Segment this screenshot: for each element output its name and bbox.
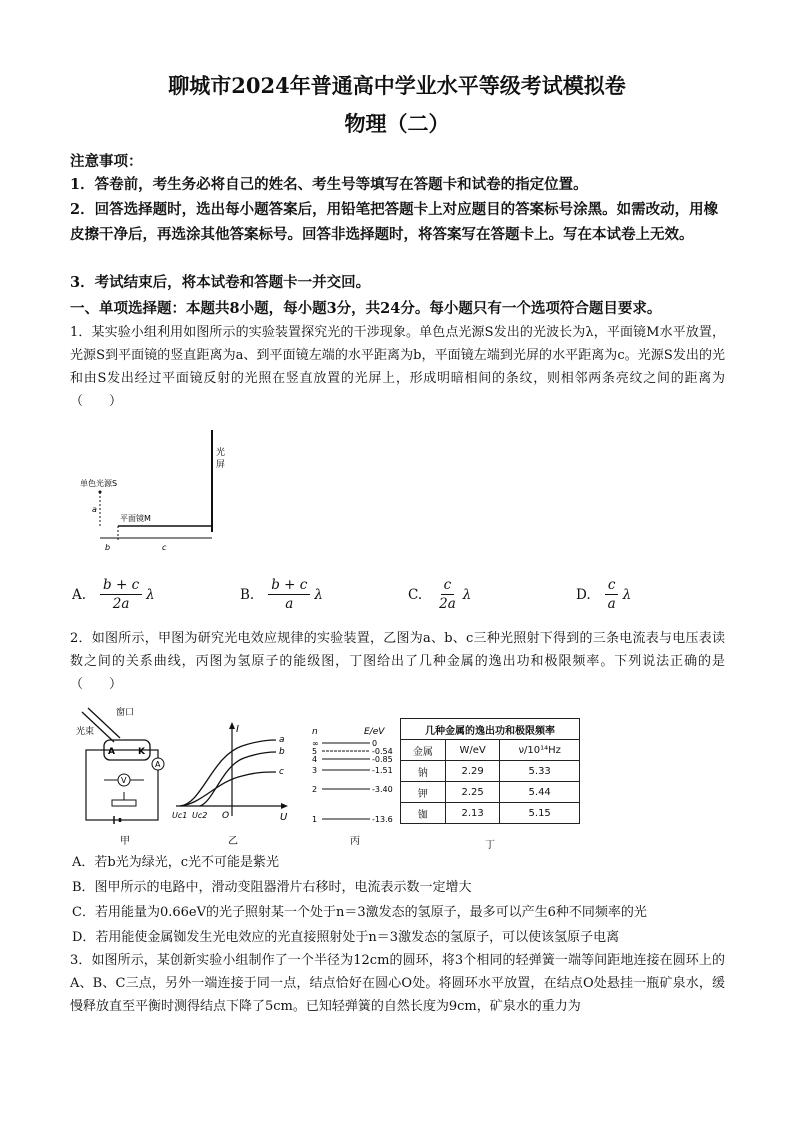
- q2-option-a[interactable]: A．若b光为绿光，c光不可能是紫光: [72, 855, 279, 870]
- uc2-label: Uc2: [192, 811, 208, 820]
- q1-option-d-num: c: [605, 576, 619, 595]
- note-item-2: 2．回答选择题时，选出每小题答案后，用铅笔把答题卡上对应题目的答案标号涂黑。如需改动，用橡皮擦干净后，再选涂其他答案标号。回答非选择题时，将答案写在答题卡上。写在本试卷上无效。: [70, 201, 719, 243]
- metal-cell: 5.15: [500, 803, 580, 824]
- ammeter-label: A: [155, 760, 161, 769]
- voltage-axis-arrow: [281, 803, 288, 809]
- q1-option-b-fraction: [268, 576, 310, 613]
- metal-cell: 5.33: [500, 761, 580, 782]
- q1-option-d-den: a: [607, 596, 616, 612]
- label-c: c: [162, 543, 167, 552]
- metal-table: [400, 718, 580, 824]
- current-axis-arrow: [229, 722, 235, 729]
- metal-cell: 2.25: [445, 782, 500, 803]
- q1-option-d-lambda: λ: [622, 586, 632, 603]
- q1-option-a[interactable]: [72, 576, 155, 613]
- curve-a-label: a: [279, 735, 285, 745]
- figure-yi: [172, 716, 294, 848]
- voltmeter-label: V: [121, 776, 127, 785]
- label-b: b: [105, 543, 111, 552]
- anode-label: A: [108, 747, 115, 757]
- question-3-text: 3．如图所示，某创新实验小组制作了一个半径为12cm的圆环，将3个相同的轻弹簧一端等间距地连接在圆环上的A、B、C三点，另外一端连接于同一点，结点恰好在圆心O处。将圆环水平放置，在结点O处悬挂一瓶矿泉水，缓慢释放直至平衡时测得结点下降了5cm。已知轻弹簧的自然长度为9cm，矿泉水的重力为: [70, 953, 725, 1014]
- level-inf-e: 0: [372, 739, 378, 748]
- q1-option-a-lambda: λ: [146, 586, 155, 603]
- axis-label-i: I: [236, 724, 239, 735]
- table-row: [401, 803, 580, 824]
- q2-option-d[interactable]: D．若用能使金属铷发生光电效应的光直接照射处于n＝3激发态的氢原子，可以使该氢原子电离: [72, 930, 620, 945]
- figure-bing: [308, 722, 404, 848]
- q1-options: [72, 576, 722, 616]
- q1-option-c[interactable]: [408, 576, 471, 613]
- source-label: 单色光源S: [80, 479, 118, 488]
- q1-option-c-fraction: [436, 576, 459, 613]
- level-2-n: 2: [312, 785, 318, 794]
- mirror-label: 平面镜M: [120, 514, 151, 523]
- metal-cell: 2.29: [445, 761, 500, 782]
- q1-option-d-fraction: [605, 576, 619, 613]
- screen-label-2: 屏: [216, 460, 226, 470]
- q1-figure: [78, 420, 248, 560]
- beam-label: 光束: [76, 727, 95, 737]
- q2-option-c[interactable]: C．若用能量为0.66eV的光子照射某一个处于n＝3激发态的氢原子，最多可以产生6种不同频率的光: [72, 905, 647, 920]
- question-1-text: 1．某实验小组利用如图所示的实验装置探究光的干涉现象。单色点光源S发出的光波长为λ，平面镜M水平放置，光源S到平面镜的竖直距离为a、到平面镜左端的水平距离为b，平面镜左端到光屏的水平距离为c。光源S发出的光和由S发出经过平面镜反射的光照在竖直放置的光屏上，形成明暗相间的条纹，则相邻两条亮纹之间的距离为（ ）: [70, 325, 725, 409]
- curve-b-label: b: [279, 747, 285, 757]
- energy-axis-label: E/eV: [364, 727, 385, 737]
- q2-option-b[interactable]: B．图甲所示的电路中，滑动变阻器滑片右移时，电流表示数一定增大: [72, 880, 472, 895]
- origin-label: O: [222, 811, 230, 821]
- metal-header-metal: 金属: [401, 740, 446, 761]
- curve-b: [200, 752, 276, 806]
- metal-cell: 2.13: [445, 803, 500, 824]
- q1-option-a-num: b + c: [100, 576, 142, 595]
- metal-cell: 5.44: [500, 782, 580, 803]
- q1-option-c-num: c: [441, 576, 455, 595]
- q1-option-b-den: a: [285, 596, 294, 612]
- q1-option-b[interactable]: [240, 576, 323, 613]
- figure-jia: [74, 706, 174, 848]
- question-2-text: 2．如图所示，甲图为研究光电效应规律的实验装置，乙图为a、b、c三种光照射下得到的三条电流表与电压表读数之间的关系曲线，丙图为氢原子的能级图，丁图给出了几种金属的逸出功和极限频率。下列说法正确的是（ ）: [70, 631, 725, 692]
- level-2-e: -3.40: [372, 785, 393, 794]
- q1-option-b-letter: B.: [240, 586, 255, 603]
- level-1-e: -13.6: [372, 815, 393, 824]
- q1-option-d[interactable]: [576, 576, 631, 613]
- q1-option-b-num: b + c: [268, 576, 310, 595]
- notes-heading: 注意事项：: [70, 153, 143, 170]
- level-3-n: 3: [312, 766, 318, 775]
- level-1-n: 1: [312, 815, 318, 824]
- level-5-n: 5: [312, 747, 318, 756]
- exam-title: 聊城市2024年普通高中学业水平等级考试模拟卷: [168, 73, 626, 98]
- metal-cell: 钾: [401, 782, 446, 803]
- level-4-e: -0.85: [372, 755, 393, 764]
- q1-option-c-letter: C.: [408, 586, 423, 603]
- metal-header-freq: ν/10¹⁴Hz: [500, 740, 580, 761]
- level-4-n: 4: [312, 755, 318, 764]
- curve-c-label: c: [279, 767, 284, 777]
- note-item-1: 1．答卷前，考生务必将自己的姓名、考生号等填写在答题卡和试卷的指定位置。: [70, 176, 588, 193]
- exam-subtitle: 物理（二）: [344, 111, 450, 136]
- level-3-e: -1.51: [372, 766, 393, 775]
- section-heading: 一、单项选择题：本题共8小题，每小题3分，共24分。每小题只有一个选项符合题目要求。: [70, 300, 662, 317]
- q1-option-c-den: 2a: [439, 596, 456, 612]
- metal-cell: 铷: [401, 803, 446, 824]
- window-label: 窗口: [116, 708, 135, 718]
- figure-ding: [400, 718, 580, 851]
- metal-header-work: W/eV: [445, 740, 500, 761]
- metal-table-title: 几种金属的逸出功和极限频率: [401, 719, 580, 740]
- curve-c: [180, 772, 276, 806]
- figure-bing-label: 丙: [350, 836, 360, 847]
- q1-option-a-letter: A.: [72, 586, 87, 603]
- table-row: [401, 782, 580, 803]
- figure-ding-label: 丁: [485, 840, 495, 851]
- axis-label-u: U: [280, 812, 288, 823]
- figure-jia-label: 甲: [120, 836, 130, 847]
- figure-yi-label: 乙: [228, 836, 238, 847]
- table-row: [401, 761, 580, 782]
- label-a: a: [92, 505, 97, 514]
- q1-option-a-den: 2a: [112, 596, 130, 612]
- uc1-label: Uc1: [172, 811, 188, 820]
- q1-option-d-letter: D.: [576, 586, 591, 603]
- cathode-label: K: [138, 747, 145, 757]
- rheostat: [112, 800, 136, 806]
- level-inf-n: ∞: [312, 739, 319, 748]
- q1-option-c-lambda: λ: [462, 586, 472, 603]
- metal-cell: 钠: [401, 761, 446, 782]
- screen-label-1: 光: [216, 448, 226, 458]
- level-5-e: -0.54: [372, 747, 393, 756]
- q1-option-a-fraction: [100, 576, 142, 613]
- energy-levels: [312, 739, 393, 824]
- q1-option-b-lambda: λ: [314, 586, 323, 603]
- note-item-3: 3．考试结束后，将本试卷和答题卡一并交回。: [70, 274, 371, 291]
- n-axis-label: n: [312, 727, 318, 737]
